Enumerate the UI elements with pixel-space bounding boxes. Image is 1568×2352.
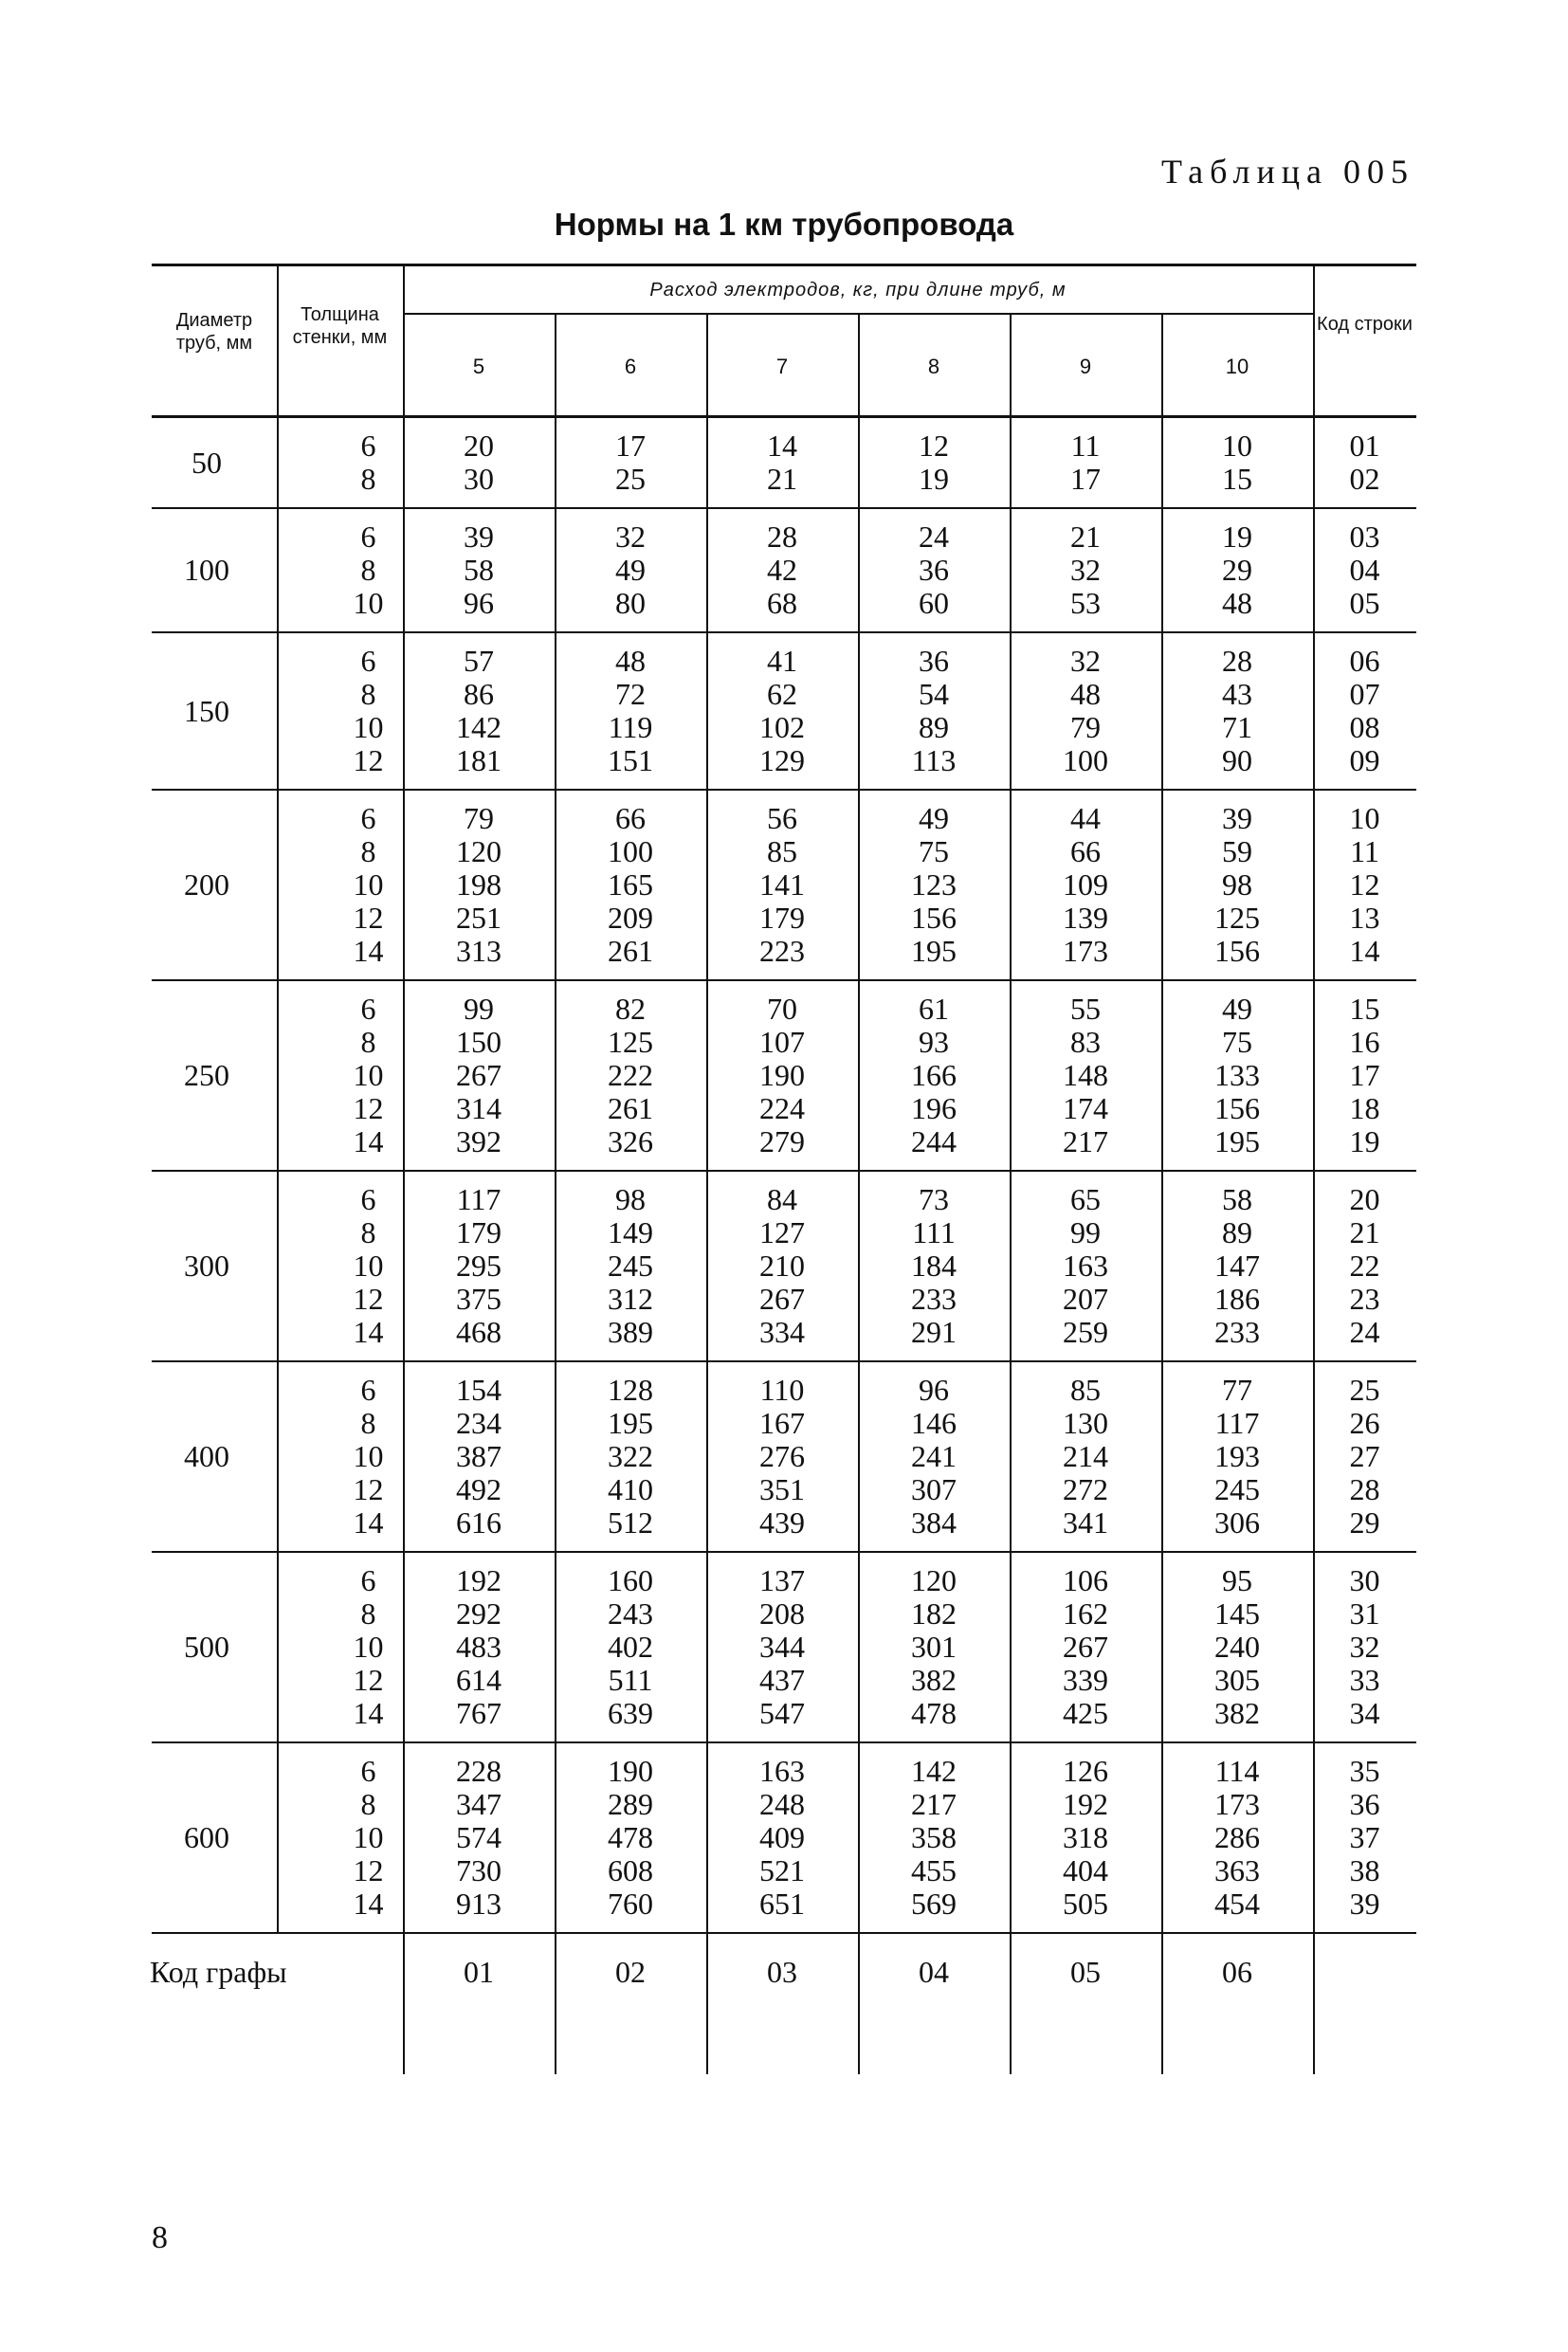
- header-bottom-rule: [152, 415, 1416, 418]
- row-codes-150: 06 07 08 09: [1349, 644, 1380, 777]
- column-code-02: 02: [615, 1955, 646, 1989]
- diameter-200: 200: [184, 867, 229, 902]
- values-d50-l6: 17 25: [615, 428, 646, 496]
- group-rule-300: [152, 1360, 1416, 1362]
- thickness-list-600: 6 8 10 12 14: [353, 1754, 384, 1921]
- values-d200-l8: 49 75 123 156 195: [911, 801, 957, 968]
- diameter-100: 100: [184, 553, 229, 587]
- values-d50-l10: 10 15: [1222, 428, 1252, 496]
- vline-before-code: [1313, 264, 1315, 2074]
- values-d150-l7: 41 62 102 129: [759, 644, 805, 777]
- table-top-rule: [152, 264, 1416, 266]
- group-rule-400: [152, 1551, 1416, 1553]
- norms-table: [152, 264, 1416, 2180]
- values-d500-l6: 160 243 402 511 639: [608, 1563, 653, 1730]
- values-d600-l7: 163 248 409 521 651: [759, 1754, 805, 1921]
- thickness-list-200: 6 8 10 12 14: [353, 801, 384, 968]
- values-d600-l9: 126 192 318 404 505: [1063, 1754, 1108, 1921]
- header-length-5: 5: [472, 355, 485, 378]
- values-d500-l10: 95 145 240 305 382: [1214, 1563, 1260, 1730]
- diameter-150: 150: [184, 693, 229, 728]
- group-rule-600: [152, 1932, 1416, 1934]
- vline-length-1: [555, 313, 556, 415]
- values-d500-l7: 137 208 344 437 547: [759, 1563, 805, 1730]
- values-d600-l8: 142 217 358 455 569: [911, 1754, 957, 1921]
- values-d300-l7: 84 127 210 267 334: [759, 1182, 805, 1349]
- vline-length-2: [706, 313, 708, 415]
- diameter-400: 400: [184, 1439, 229, 1473]
- values-d300-l10: 58 89 147 186 233: [1214, 1182, 1260, 1349]
- values-d300-l8: 73 111 184 233 291: [911, 1182, 957, 1349]
- values-d100-l9: 21 32 53: [1070, 520, 1101, 620]
- vline-body-3: [858, 415, 860, 2074]
- header-diameter: Диаметр труб, мм: [175, 310, 253, 354]
- values-d100-l7: 28 42 68: [767, 520, 797, 620]
- row-codes-250: 15 16 17 18 19: [1349, 992, 1380, 1158]
- table-number-label: Таблица 005: [1161, 153, 1414, 191]
- thickness-list-500: 6 8 10 12 14: [353, 1563, 384, 1730]
- row-codes-600: 35 36 37 38 39: [1349, 1754, 1380, 1921]
- diameter-50: 50: [191, 445, 222, 480]
- row-codes-200: 10 11 12 13 14: [1349, 801, 1380, 968]
- header-length-7: 7: [775, 355, 789, 378]
- values-d150-l9: 32 48 79 100: [1063, 644, 1108, 777]
- values-d250-l9: 55 83 148 174 217: [1063, 992, 1108, 1158]
- group-rule-200: [152, 979, 1416, 981]
- values-d300-l6: 98 149 245 312 389: [608, 1182, 653, 1349]
- values-d100-l5: 39 58 96: [464, 520, 494, 620]
- values-d50-l7: 14 21: [767, 428, 797, 496]
- row-codes-500: 30 31 32 33 34: [1349, 1563, 1380, 1730]
- vline-body-4: [1010, 415, 1012, 2074]
- header-length-10: 10: [1225, 355, 1249, 378]
- thickness-list-300: 6 8 10 12 14: [353, 1182, 384, 1349]
- values-d100-l8: 24 36 60: [919, 520, 949, 620]
- vline-after-diameter: [277, 264, 279, 1934]
- header-row-code: Код строки: [1317, 314, 1413, 335]
- values-d150-l5: 57 86 142 181: [456, 644, 501, 777]
- table-title: Нормы на 1 км трубопровода: [554, 207, 1014, 242]
- values-d300-l9: 65 99 163 207 259: [1063, 1182, 1108, 1349]
- values-d250-l7: 70 107 190 224 279: [759, 992, 805, 1158]
- group-rule-500: [152, 1741, 1416, 1743]
- values-d100-l10: 19 29 48: [1222, 520, 1252, 620]
- diameter-600: 600: [184, 1820, 229, 1854]
- vline-length-5: [1161, 313, 1163, 415]
- header-thickness: Толщина стенки, мм: [292, 304, 388, 348]
- vline-body-1: [555, 415, 556, 2074]
- values-d250-l8: 61 93 166 196 244: [911, 992, 957, 1158]
- vline-after-thickness: [403, 264, 405, 2074]
- thickness-list-100: 6 8 10: [353, 520, 384, 620]
- vline-body-5: [1161, 415, 1163, 2074]
- values-d150-l8: 36 54 89 113: [911, 644, 957, 777]
- header-length-9: 9: [1079, 355, 1092, 378]
- values-d400-l7: 110 167 276 351 439: [759, 1373, 805, 1540]
- column-code-04: 04: [919, 1955, 949, 1989]
- values-d200-l7: 56 85 141 179 223: [759, 801, 805, 968]
- values-d400-l6: 128 195 322 410 512: [608, 1373, 653, 1540]
- values-d300-l5: 117 179 295 375 468: [456, 1182, 501, 1349]
- group-rule-50: [152, 507, 1416, 509]
- values-d200-l5: 79 120 198 251 313: [456, 801, 501, 968]
- header-length-6: 6: [624, 355, 637, 378]
- page-number: 8: [152, 2220, 168, 2255]
- thickness-list-250: 6 8 10 12 14: [353, 992, 384, 1158]
- values-d200-l10: 39 59 98 125 156: [1214, 801, 1260, 968]
- column-code-01: 01: [464, 1955, 494, 1989]
- values-d150-l6: 48 72 119 151: [608, 644, 653, 777]
- vline-length-3: [858, 313, 860, 415]
- group-rule-100: [152, 631, 1416, 633]
- values-d50-l9: 11 17: [1070, 428, 1101, 496]
- values-d400-l10: 77 117 193 245 306: [1214, 1373, 1260, 1540]
- row-codes-50: 01 02: [1349, 428, 1380, 496]
- column-code-06: 06: [1222, 1955, 1252, 1989]
- footer-column-code-label: Код графы: [150, 1955, 287, 1989]
- values-d250-l10: 49 75 133 156 195: [1214, 992, 1260, 1158]
- values-d200-l6: 66 100 165 209 261: [608, 801, 653, 968]
- row-codes-100: 03 04 05: [1349, 520, 1380, 620]
- values-d250-l5: 99 150 267 314 392: [456, 992, 501, 1158]
- values-d400-l8: 96 146 241 307 384: [911, 1373, 957, 1540]
- values-d600-l6: 190 289 478 608 760: [608, 1754, 653, 1921]
- diameter-300: 300: [184, 1249, 229, 1283]
- values-d500-l5: 192 292 483 614 767: [456, 1563, 501, 1730]
- values-d600-l10: 114 173 286 363 454: [1214, 1754, 1260, 1921]
- values-d500-l8: 120 182 301 382 478: [911, 1563, 957, 1730]
- values-d600-l5: 228 347 574 730 913: [456, 1754, 501, 1921]
- group-rule-250: [152, 1170, 1416, 1172]
- values-d50-l8: 12 19: [919, 428, 949, 496]
- header-consumption: Расход электродов, кг, при длине труб, м: [649, 280, 1067, 301]
- header-length-8: 8: [927, 355, 940, 378]
- values-d500-l9: 106 162 267 339 425: [1063, 1563, 1108, 1730]
- thickness-list-50: 6 8: [360, 428, 376, 496]
- diameter-500: 500: [184, 1630, 229, 1664]
- values-d50-l5: 20 30: [464, 428, 494, 496]
- row-codes-400: 25 26 27 28 29: [1349, 1373, 1380, 1540]
- thickness-list-400: 6 8 10 12 14: [353, 1373, 384, 1540]
- diameter-250: 250: [184, 1058, 229, 1092]
- values-d200-l9: 44 66 109 139 173: [1063, 801, 1108, 968]
- values-d400-l9: 85 130 214 272 341: [1063, 1373, 1108, 1540]
- values-d100-l6: 32 49 80: [615, 520, 646, 620]
- values-d150-l10: 28 43 71 90: [1222, 644, 1252, 777]
- group-rule-150: [152, 789, 1416, 791]
- column-code-03: 03: [767, 1955, 797, 1989]
- thickness-list-150: 6 8 10 12: [353, 644, 384, 777]
- row-codes-300: 20 21 22 23 24: [1349, 1182, 1380, 1349]
- column-code-05: 05: [1070, 1955, 1101, 1989]
- vline-body-2: [706, 415, 708, 2074]
- vline-length-4: [1010, 313, 1012, 415]
- values-d400-l5: 154 234 387 492 616: [456, 1373, 501, 1540]
- values-d250-l6: 82 125 222 261 326: [608, 992, 653, 1158]
